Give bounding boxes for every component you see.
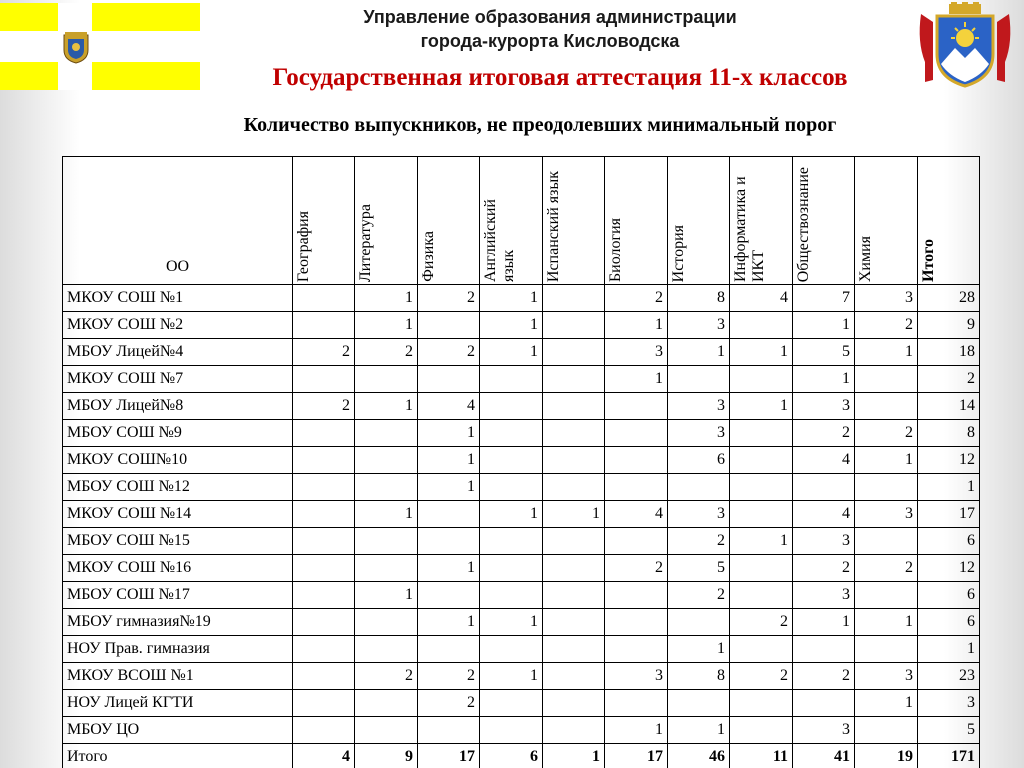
column-header: Английский язык	[480, 157, 543, 285]
row-total-cell: 12	[918, 555, 980, 582]
row-value-cell	[355, 690, 418, 717]
header-organization-line2: города-курорта Кисловодска	[420, 31, 680, 51]
row-value-cell	[480, 393, 543, 420]
row-value-cell: 41	[793, 744, 855, 768]
row-total-cell: 17	[918, 501, 980, 528]
row-value-cell: 1	[855, 447, 918, 474]
row-value-cell	[480, 366, 543, 393]
row-value-cell: 1	[730, 393, 793, 420]
row-value-cell	[418, 717, 480, 744]
row-value-cell: 1	[793, 609, 855, 636]
row-value-cell: 4	[605, 501, 668, 528]
row-school-name: МБОУ СОШ №9	[63, 420, 293, 447]
row-value-cell	[418, 582, 480, 609]
row-total-cell: 28	[918, 285, 980, 312]
row-value-cell: 8	[668, 285, 730, 312]
row-value-cell: 3	[668, 420, 730, 447]
row-value-cell: 1	[855, 690, 918, 717]
column-header: Обществознание	[793, 157, 855, 285]
row-total-cell: 23	[918, 663, 980, 690]
row-value-cell: 1	[418, 420, 480, 447]
column-header: Химия	[855, 157, 918, 285]
row-value-cell: 1	[668, 339, 730, 366]
row-value-cell	[293, 636, 355, 663]
row-value-cell	[543, 312, 605, 339]
row-value-cell: 3	[605, 663, 668, 690]
row-value-cell: 1	[355, 582, 418, 609]
row-value-cell: 2	[605, 555, 668, 582]
row-value-cell: 1	[543, 501, 605, 528]
row-value-cell	[543, 447, 605, 474]
row-value-cell: 2	[793, 663, 855, 690]
row-value-cell: 4	[730, 285, 793, 312]
row-value-cell	[293, 582, 355, 609]
row-value-cell: 19	[855, 744, 918, 768]
table-row	[63, 366, 980, 393]
row-value-cell	[730, 312, 793, 339]
row-total-cell: 2	[918, 366, 980, 393]
table-row	[63, 528, 980, 555]
row-school-name: МБОУ СОШ №12	[63, 474, 293, 501]
row-value-cell	[668, 690, 730, 717]
row-value-cell	[668, 366, 730, 393]
row-value-cell: 2	[605, 285, 668, 312]
table-row	[63, 285, 980, 312]
row-value-cell	[605, 582, 668, 609]
row-value-cell: 1	[480, 339, 543, 366]
row-value-cell: 1	[668, 717, 730, 744]
row-value-cell: 3	[793, 528, 855, 555]
row-value-cell	[480, 474, 543, 501]
row-value-cell	[293, 690, 355, 717]
row-value-cell: 2	[293, 339, 355, 366]
table-row	[63, 474, 980, 501]
row-value-cell: 9	[355, 744, 418, 768]
header-organization-line1: Управление образования администрации	[363, 7, 737, 27]
row-value-cell	[730, 636, 793, 663]
row-value-cell	[730, 474, 793, 501]
row-value-cell: 17	[605, 744, 668, 768]
row-value-cell: 1	[605, 366, 668, 393]
row-value-cell	[293, 285, 355, 312]
row-value-cell: 1	[793, 312, 855, 339]
row-value-cell: 1	[480, 501, 543, 528]
table-row	[63, 447, 980, 474]
row-value-cell	[730, 501, 793, 528]
row-value-cell: 2	[668, 528, 730, 555]
table-row	[63, 312, 980, 339]
column-header: История	[668, 157, 730, 285]
row-school-name: МКОУ СОШ №2	[63, 312, 293, 339]
row-value-cell: 3	[793, 393, 855, 420]
row-value-cell	[293, 447, 355, 474]
row-school-name: МКОУ СОШ №1	[63, 285, 293, 312]
row-value-cell: 2	[355, 339, 418, 366]
row-value-cell	[543, 420, 605, 447]
row-value-cell: 2	[855, 420, 918, 447]
table-body	[63, 285, 980, 768]
row-value-cell	[293, 501, 355, 528]
row-value-cell: 6	[668, 447, 730, 474]
row-value-cell	[605, 636, 668, 663]
column-header: Физика	[418, 157, 480, 285]
row-value-cell	[605, 528, 668, 555]
row-value-cell: 1	[418, 474, 480, 501]
row-school-name: МБОУ Лицей№4	[63, 339, 293, 366]
row-value-cell: 1	[543, 744, 605, 768]
row-total-cell: 171	[918, 744, 980, 768]
table-row	[63, 501, 980, 528]
row-value-cell: 1	[355, 312, 418, 339]
row-value-cell	[605, 393, 668, 420]
row-value-cell	[855, 582, 918, 609]
column-header: География	[293, 157, 355, 285]
row-value-cell: 3	[793, 582, 855, 609]
row-value-cell: 1	[855, 609, 918, 636]
row-value-cell	[355, 555, 418, 582]
row-value-cell: 1	[793, 366, 855, 393]
row-value-cell	[293, 609, 355, 636]
row-value-cell	[293, 555, 355, 582]
row-value-cell	[543, 366, 605, 393]
table-row	[63, 663, 980, 690]
table-row	[63, 717, 980, 744]
row-school-name: НОУ Лицей КГТИ	[63, 690, 293, 717]
row-total-cell: 5	[918, 717, 980, 744]
row-value-cell	[355, 420, 418, 447]
row-total-cell: 1	[918, 636, 980, 663]
row-value-cell	[480, 690, 543, 717]
row-value-cell	[480, 555, 543, 582]
row-value-cell: 1	[730, 339, 793, 366]
row-value-cell	[355, 474, 418, 501]
row-value-cell: 3	[855, 285, 918, 312]
row-value-cell: 2	[855, 312, 918, 339]
table-row	[63, 393, 980, 420]
row-total-cell: 8	[918, 420, 980, 447]
row-value-cell	[730, 420, 793, 447]
row-value-cell: 3	[668, 501, 730, 528]
table-row	[63, 609, 980, 636]
row-value-cell	[543, 285, 605, 312]
row-value-cell	[793, 474, 855, 501]
row-value-cell	[730, 717, 793, 744]
row-value-cell	[668, 474, 730, 501]
row-value-cell: 1	[480, 285, 543, 312]
row-value-cell: 1	[418, 609, 480, 636]
row-value-cell: 4	[793, 501, 855, 528]
row-value-cell	[855, 717, 918, 744]
row-value-cell: 2	[855, 555, 918, 582]
row-value-cell	[543, 393, 605, 420]
row-value-cell: 1	[355, 285, 418, 312]
row-value-cell: 2	[418, 339, 480, 366]
row-value-cell: 1	[418, 447, 480, 474]
row-value-cell	[543, 690, 605, 717]
row-value-cell	[543, 582, 605, 609]
row-value-cell	[418, 366, 480, 393]
row-value-cell: 1	[730, 528, 793, 555]
row-school-name: НОУ Прав. гимназия	[63, 636, 293, 663]
row-value-cell	[543, 636, 605, 663]
row-value-cell	[730, 690, 793, 717]
row-value-cell: 3	[855, 501, 918, 528]
row-total-cell: 9	[918, 312, 980, 339]
row-value-cell: 1	[668, 636, 730, 663]
row-total-cell: 3	[918, 690, 980, 717]
table-header-row	[63, 157, 980, 285]
row-school-name: МБОУ ЦО	[63, 717, 293, 744]
row-school-name: МКОУ ВСОШ №1	[63, 663, 293, 690]
row-value-cell	[605, 609, 668, 636]
row-value-cell: 6	[480, 744, 543, 768]
row-value-cell	[855, 636, 918, 663]
row-value-cell	[355, 366, 418, 393]
row-value-cell	[480, 636, 543, 663]
row-value-cell	[793, 636, 855, 663]
page-subtitle: Количество выпускников, не преодолевших минимальный порог	[243, 114, 837, 136]
column-header: Литература	[355, 157, 418, 285]
row-value-cell: 8	[668, 663, 730, 690]
row-value-cell: 4	[418, 393, 480, 420]
column-header: Информатика и ИКТ	[730, 157, 793, 285]
row-value-cell	[730, 582, 793, 609]
row-value-cell	[480, 582, 543, 609]
table-row	[63, 690, 980, 717]
row-value-cell	[543, 528, 605, 555]
row-value-cell	[730, 366, 793, 393]
column-header: Биология	[605, 157, 668, 285]
row-school-name: МБОУ СОШ №17	[63, 582, 293, 609]
page-title: Государственная итоговая аттестация 11-х классов	[272, 64, 848, 91]
row-value-cell	[855, 528, 918, 555]
row-value-cell: 11	[730, 744, 793, 768]
row-value-cell	[293, 366, 355, 393]
row-value-cell: 2	[793, 555, 855, 582]
row-value-cell: 1	[605, 312, 668, 339]
row-value-cell	[543, 717, 605, 744]
row-total-cell: 1	[918, 474, 980, 501]
row-school-name: МКОУ СОШ №16	[63, 555, 293, 582]
table-total-row	[63, 744, 980, 768]
row-value-cell	[543, 609, 605, 636]
row-school-name: МБОУ СОШ №15	[63, 528, 293, 555]
table-row	[63, 636, 980, 663]
row-value-cell	[605, 690, 668, 717]
row-value-cell: 2	[293, 393, 355, 420]
row-value-cell	[480, 447, 543, 474]
column-header-total: Итого	[918, 157, 980, 285]
row-value-cell	[355, 528, 418, 555]
row-value-cell: 1	[605, 717, 668, 744]
row-school-name: МКОУ СОШ №7	[63, 366, 293, 393]
row-value-cell	[855, 474, 918, 501]
row-school-name: МКОУ СОШ№10	[63, 447, 293, 474]
row-value-cell	[605, 420, 668, 447]
row-value-cell	[293, 663, 355, 690]
row-value-cell	[355, 636, 418, 663]
coat-of-arms-icon	[62, 32, 90, 64]
row-total-cell: 18	[918, 339, 980, 366]
row-value-cell	[293, 474, 355, 501]
row-value-cell: 2	[668, 582, 730, 609]
row-value-cell	[668, 609, 730, 636]
row-value-cell: 1	[355, 501, 418, 528]
row-value-cell: 1	[355, 393, 418, 420]
row-value-cell: 1	[855, 339, 918, 366]
row-total-cell: 14	[918, 393, 980, 420]
row-value-cell: 2	[418, 663, 480, 690]
row-total-cell: 6	[918, 582, 980, 609]
row-value-cell	[418, 501, 480, 528]
row-value-cell	[480, 717, 543, 744]
table-row	[63, 420, 980, 447]
row-value-cell	[543, 555, 605, 582]
row-school-name: МКОУ СОШ №14	[63, 501, 293, 528]
row-value-cell: 1	[480, 312, 543, 339]
table-row	[63, 582, 980, 609]
row-value-cell: 4	[293, 744, 355, 768]
row-value-cell: 1	[418, 555, 480, 582]
row-value-cell	[293, 312, 355, 339]
row-value-cell: 2	[793, 420, 855, 447]
row-value-cell: 2	[355, 663, 418, 690]
row-value-cell	[293, 717, 355, 744]
row-value-cell: 2	[730, 663, 793, 690]
row-value-cell	[418, 528, 480, 555]
row-value-cell	[543, 663, 605, 690]
row-school-name: МБОУ гимназия№19	[63, 609, 293, 636]
row-value-cell: 3	[855, 663, 918, 690]
row-value-cell: 2	[730, 609, 793, 636]
row-value-cell	[855, 393, 918, 420]
row-value-cell	[355, 447, 418, 474]
row-value-cell	[293, 420, 355, 447]
row-value-cell	[605, 474, 668, 501]
row-school-name: Итого	[63, 744, 293, 768]
row-value-cell: 46	[668, 744, 730, 768]
row-value-cell	[730, 447, 793, 474]
row-value-cell	[355, 717, 418, 744]
results-table	[62, 156, 980, 768]
row-value-cell: 1	[480, 663, 543, 690]
row-value-cell	[855, 366, 918, 393]
table-row	[63, 339, 980, 366]
row-value-cell: 3	[668, 312, 730, 339]
row-value-cell: 2	[418, 690, 480, 717]
row-value-cell: 7	[793, 285, 855, 312]
row-value-cell	[605, 447, 668, 474]
row-value-cell	[418, 636, 480, 663]
row-school-name: МБОУ Лицей№8	[63, 393, 293, 420]
row-total-cell: 6	[918, 609, 980, 636]
row-total-cell: 12	[918, 447, 980, 474]
row-value-cell: 3	[605, 339, 668, 366]
row-value-cell	[793, 690, 855, 717]
row-value-cell	[730, 555, 793, 582]
column-header-oo: ОО	[63, 157, 293, 285]
row-value-cell: 5	[793, 339, 855, 366]
row-value-cell	[418, 312, 480, 339]
row-value-cell: 2	[418, 285, 480, 312]
row-value-cell	[543, 339, 605, 366]
row-value-cell	[543, 474, 605, 501]
row-value-cell	[293, 528, 355, 555]
row-value-cell: 3	[668, 393, 730, 420]
row-value-cell	[355, 609, 418, 636]
row-total-cell: 6	[918, 528, 980, 555]
row-value-cell	[480, 528, 543, 555]
row-value-cell: 3	[793, 717, 855, 744]
row-value-cell: 4	[793, 447, 855, 474]
row-value-cell: 5	[668, 555, 730, 582]
row-value-cell: 1	[480, 609, 543, 636]
table-row	[63, 555, 980, 582]
column-header: Испанский язык	[543, 157, 605, 285]
row-value-cell	[480, 420, 543, 447]
row-value-cell: 17	[418, 744, 480, 768]
